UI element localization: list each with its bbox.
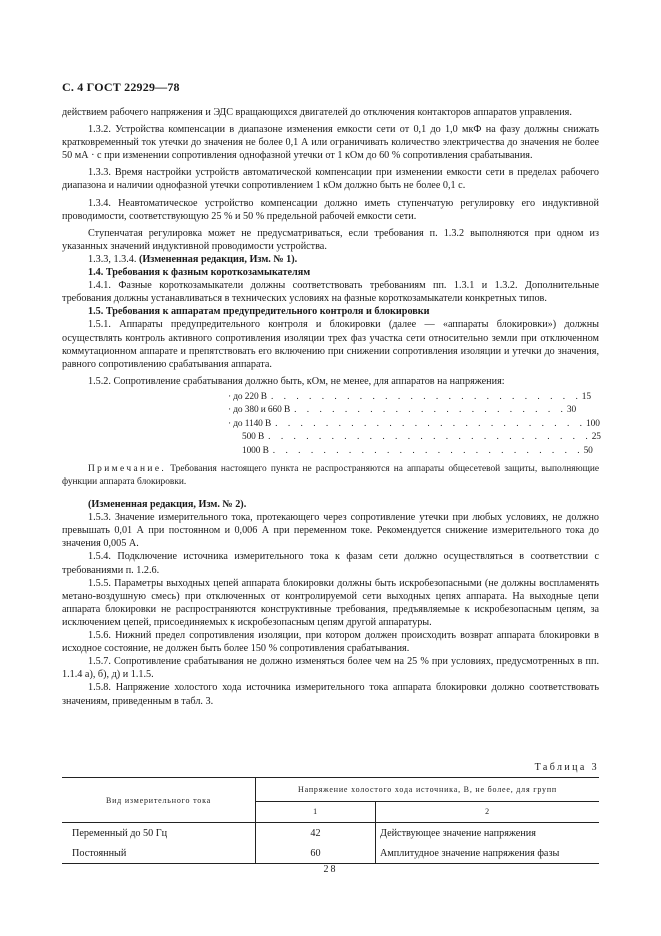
amendment-note: (Измененная редакция, Изм. № 2). bbox=[88, 499, 247, 511]
section-heading: 1.4. Требования к фазным короткозамыкателям bbox=[88, 267, 311, 279]
paragraph: 1.3.2. Устройства компенсации в диапазоне изменения емкости сети от 0,1 до 1,0 мкФ на фазу должны снижать кратковременный ток утечки до значения не более 0,1 А или ограничивать количество электричества до значения не более 50 мА · с при изменении сопротивления однофазной утечки от 1 кОм до 60 % сопротивления срабатывания. bbox=[62, 124, 599, 162]
paragraph: 1.5.6. Нижний предел сопротивления изоляции, при котором должен происходить возврат аппарата блокировки в исходное состояние, не должен быть более 150 % сопротивления срабатывания. bbox=[62, 630, 599, 655]
paragraph: 1.3.3. Время настройки устройств автоматической компенсации при изменении емкости сети в пределах рабочего диапазона и наличии однофазной утечки сопротивлением 1 кОм должно быть не более 0,1 с. bbox=[62, 167, 599, 192]
paragraph: 1.4.1. Фазные короткозамыкатели должны соответствовать требованиям пп. 1.3.1 и 1.3.2. Дополнительные требования должны устанавливаться в технических условиях на фазные короткозамыкатели конкретных типов. bbox=[62, 280, 599, 305]
voltage-list bbox=[228, 391, 601, 458]
paragraph: 1.5.2. Сопротивление срабатывания должно быть, кОм, не менее, для аппаратов на напряжения: bbox=[88, 375, 505, 387]
paragraph: Ступенчатая регулировка может не предусматриваться, если требования п. 1.3.2 выполняются при одном из указанных значений индуктивной проводимости устройства. bbox=[62, 227, 599, 252]
table-caption: Таблица 3 bbox=[534, 762, 599, 773]
list-item: 1000 В . . . . . . . . . . . . . . . . . . . . . . . . . 50 bbox=[242, 445, 593, 456]
paragraph: действием рабочего напряжения и ЭДС вращающихся двигателей до отключения контакторов аппаратов управления. bbox=[62, 107, 572, 118]
paragraph: 1.5.1. Аппараты предупредительного контроля и блокировки (далее — «аппараты блокировки») должны осуществлять контроль активного сопротивления изоляции трех фаз участка сети относительно земли при отключенном коммутационном аппарате и препятствовать его включению при снижении сопротивления изоляции и утечки до значения, равного сопротивлению срабатывания аппарата. bbox=[62, 319, 599, 370]
paragraph: 1.3.4. Неавтоматическое устройство компенсации должно иметь ступенчатую регулировку его индуктивной проводимости, соответствующую 25 % и 50 % предельной рабочей емкости сети. bbox=[62, 197, 599, 222]
group-header: Напряжение холостого хода источника, В, не более, для групп bbox=[256, 778, 600, 802]
subheader-group-2: 2 bbox=[376, 801, 600, 822]
paragraph: 1.5.7. Сопротивление срабатывания не должно изменяться более чем на 25 % при условиях, предусмотренных в пп. 1.1.4 а), б), д) и 1.1.5. bbox=[62, 656, 599, 681]
list-item: · до 380 и 660 В . . . . . . . . . . . . . . . . . . . . . . 30 bbox=[228, 405, 577, 416]
subheader-group-1: 1 bbox=[256, 801, 376, 822]
note-label: Примечание. bbox=[88, 463, 167, 474]
document-body bbox=[62, 106, 599, 708]
list-item: · до 220 В . . . . . . . . . . . . . . . . . . . . . . . . . 15 bbox=[228, 391, 591, 402]
list-item: 500 В . . . . . . . . . . . . . . . . . . . . . . . . . . 25 bbox=[242, 432, 601, 443]
clause-numbers: 1.3.3, 1.3.4. bbox=[88, 253, 137, 265]
table-row: Постоянный 60 Амплитудное значение напряжения фазы bbox=[62, 843, 599, 864]
amendment-line bbox=[62, 253, 599, 266]
paragraph: 1.5.4. Подключение источника измерительного тока к фазам сети должно осуществляться в соответствии с требованиями п. 1.2.6. bbox=[62, 551, 599, 576]
paragraph: 1.5.5. Параметры выходных цепей аппарата блокировки должны быть искробезопасными (не должны воспламенять метано-воздушную смесь) при отключенных от контролируемой сети выходных цепях аппарата. На выходные цепи аппарата блокировки не распространяются конструктивные требования, предъявляемые к искробезопасным цепям, за исключением цепей, присоединяемых к искробезопасным цепям другой аппаратуры. bbox=[62, 577, 599, 628]
paragraph: 1.5.8. Напряжение холостого хода источника измерительного тока аппарата блокировки должно соответствовать значениям, приведенным в табл. 3. bbox=[62, 682, 599, 707]
table-row: Переменный до 50 Гц 42 Действующее значение напряжения bbox=[62, 823, 599, 844]
amendment-note: (Измененная редакция, Изм. № 1). bbox=[138, 253, 298, 265]
table-3 bbox=[62, 777, 599, 864]
note bbox=[62, 463, 599, 488]
page-number: 28 bbox=[323, 864, 338, 875]
page-header: С. 4 ГОСТ 22929—78 bbox=[62, 80, 180, 94]
list-item: · до 1140 В . . . . . . . . . . . . . . . . . . . . . . . . . 100 bbox=[228, 418, 600, 429]
column-header: Вид измерительного тока bbox=[105, 795, 212, 805]
note-text: Требования настоящего пункта не распространяются на аппараты общесетевой защиты, выполняющие функции аппарата блокировки. bbox=[62, 463, 600, 487]
paragraph: 1.5.3. Значение измерительного тока, протекающего через сопротивление утечки при любых условиях, не должно превышать 0,01 А при постоянном и 0,006 А при переменном токе. Рекомендуется снижение измерительного тока до значения 0,005 А. bbox=[62, 512, 599, 550]
section-heading: 1.5. Требования к аппаратам предупредительного контроля и блокировки bbox=[88, 306, 430, 318]
